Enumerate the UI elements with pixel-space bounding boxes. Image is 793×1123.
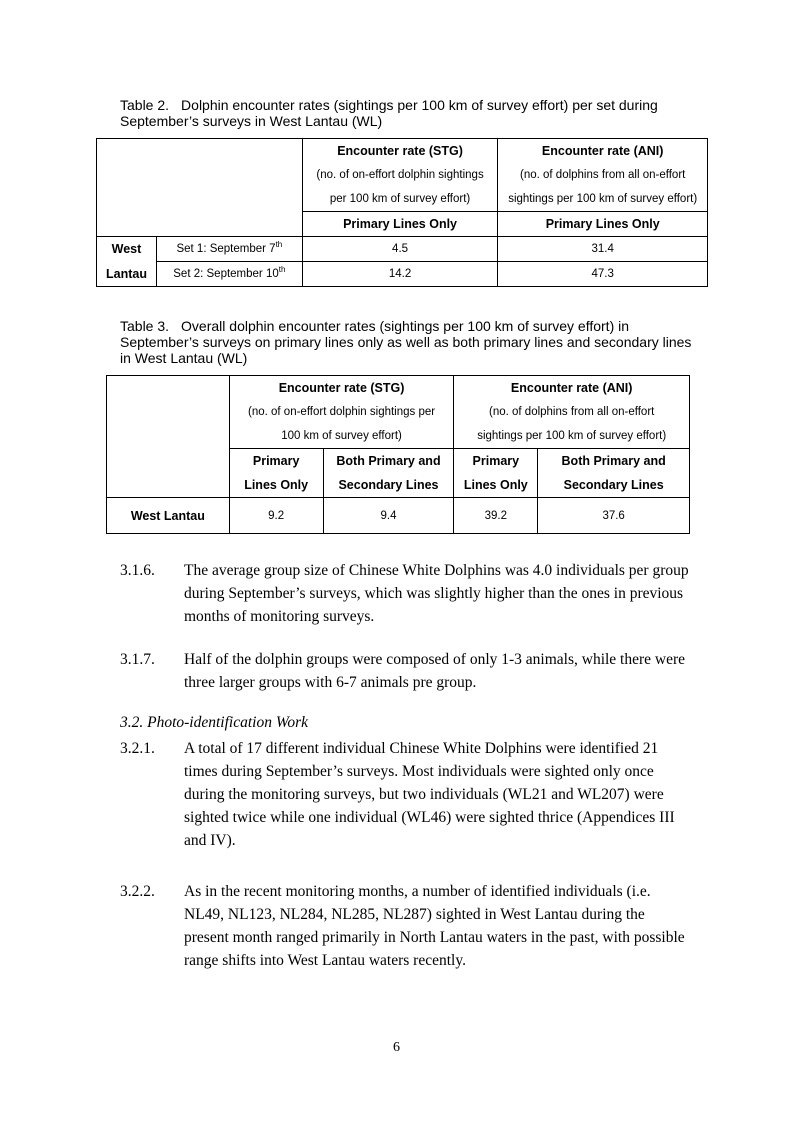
table2-set-suffix: th: [278, 265, 286, 275]
table2-stg-desc-1: (no. of on-effort dolphin sightings: [316, 169, 484, 181]
table2-set-label: Set 1: September 7: [176, 243, 276, 255]
table3-stg-desc-1: (no. of on-effort dolphin sightings per: [248, 406, 436, 418]
table3-col2-header-a: Both Primary and: [323, 449, 454, 474]
table2-ani-desc-1: (no. of dolphins from all on-effort: [520, 169, 686, 181]
table2-region-line2: Lantau: [97, 262, 157, 287]
table2-ani-desc-2: sightings per 100 km of survey effort): [508, 193, 698, 205]
paragraph-text: A total of 17 different individual Chinese White Dolphins were identified 21 times during September’s surveys. Most individuals were sighted only once during the monitoring surveys, but two individuals (WL21 and WL207) were sighted twice while one individual (WL46) were sighted thrice (Appendices III and IV).: [184, 740, 675, 849]
paragraph-text: As in the recent monitoring months, a number of identified individuals (i.e. NL49, NL123, NL284, NL285, NL287) sighted in West Lantau during the present month ranged primarily in North Lantau waters in the past, with possible range shifts into West Lantau waters recently.: [184, 883, 685, 969]
table2-stg-value: 4.5: [302, 237, 498, 262]
table2-stg-value: 14.2: [302, 262, 498, 287]
table3-value: 39.2: [454, 498, 538, 534]
table3-caption: [120, 318, 700, 366]
table2: [96, 138, 708, 287]
table3-stg-desc-2: 100 km of survey effort): [281, 430, 402, 442]
table3-col2-header-b: Secondary Lines: [323, 473, 454, 498]
table2-stg-desc-cell-2: [302, 187, 498, 212]
table2-ani-header: Encounter rate (ANI): [541, 144, 664, 158]
table3-empty-header-cell: [107, 376, 230, 498]
table2-ani-value: 31.4: [498, 237, 708, 262]
table2-empty-header-cell: [97, 139, 303, 237]
table2-stg-desc-2: per 100 km of survey effort): [329, 193, 471, 205]
table2-caption-number: Table 2.: [120, 97, 170, 113]
table3-value: 37.6: [538, 498, 690, 534]
table3-stg-header: Encounter rate (STG): [278, 381, 405, 395]
table3-col4-header-a: Both Primary and: [538, 449, 690, 474]
table2-set-label: Set 2: September 10: [173, 268, 279, 280]
table3-ani-header: Encounter rate (ANI): [510, 381, 633, 395]
table3-value: 9.2: [229, 498, 323, 534]
table2-ani-value: 47.3: [498, 262, 708, 287]
table2-primary-ani: Primary Lines Only: [498, 212, 708, 237]
table2-caption-text: Dolphin encounter rates (sightings per 100 km of survey effort) per set during September’s surveys in West Lantau (WL): [120, 97, 658, 129]
table-row: [97, 237, 708, 262]
paragraph-number: 3.1.7.: [120, 651, 155, 668]
table2-primary-stg: Primary Lines Only: [302, 212, 498, 237]
table2-ani-desc-cell-2: [498, 187, 708, 212]
table2-region-line1: West: [97, 237, 157, 262]
section-heading: 3.2. Photo-identification Work: [120, 714, 308, 731]
paragraph-text: The average group size of Chinese White Dolphins was 4.0 individuals per group during September’s surveys, which was slightly higher than the ones in previous months of monitoring surveys.: [184, 562, 689, 625]
page-number: 6: [393, 1040, 400, 1055]
table3-ani-desc-cell: [454, 400, 690, 424]
table3-ani-desc-cell-2: [454, 424, 690, 449]
table3-region: West Lantau: [107, 498, 230, 534]
table3-stg-desc-cell: [229, 400, 454, 424]
table3-value: 9.4: [323, 498, 454, 534]
paragraph-3-2-1: [120, 737, 690, 852]
paragraph-3-1-7: [120, 648, 690, 694]
table2-set-cell: [156, 237, 302, 262]
table3-ani-desc-2: sightings per 100 km of survey effort): [477, 430, 667, 442]
table3-col3-header-a: Primary: [454, 449, 538, 474]
paragraph-number: 3.2.2.: [120, 883, 155, 900]
table2-caption: [120, 97, 700, 129]
table2-ani-header-cell: [498, 139, 708, 164]
paragraph-number: 3.1.6.: [120, 562, 155, 579]
paragraph-3-2-2: [120, 880, 690, 972]
table3-ani-header-cell: [454, 376, 690, 401]
table2-stg-desc-cell: [302, 163, 498, 187]
table3-col4-header-b: Secondary Lines: [538, 473, 690, 498]
table3: [106, 375, 690, 534]
table3-caption-text: Overall dolphin encounter rates (sightings per 100 km of survey effort) in September’s surveys on primary lines only as well as both primary lines and secondary lines in West Lantau (WL): [120, 318, 692, 366]
table2-set-suffix: th: [275, 240, 283, 250]
table3-stg-desc-cell-2: [229, 424, 454, 449]
table3-caption-number: Table 3.: [120, 318, 170, 334]
table-row: [97, 262, 708, 287]
table3-ani-desc-1: (no. of dolphins from all on-effort: [489, 406, 655, 418]
paragraph-text: Half of the dolphin groups were composed of only 1-3 animals, while there were three larger groups with 6-7 animals pre group.: [184, 651, 686, 691]
table2-set-cell: [156, 262, 302, 287]
table2-ani-desc-cell: [498, 163, 708, 187]
table3-col3-header-b: Lines Only: [454, 473, 538, 498]
table-row: [107, 498, 690, 534]
paragraph-number: 3.2.1.: [120, 740, 155, 757]
paragraph-3-1-6: [120, 559, 690, 628]
table2-stg-header-cell: [302, 139, 498, 164]
table2-stg-header: Encounter rate (STG): [337, 144, 463, 158]
table3-col1-header-a: Primary: [229, 449, 323, 474]
table3-col1-header-b: Lines Only: [229, 473, 323, 498]
table3-stg-header-cell: [229, 376, 454, 401]
